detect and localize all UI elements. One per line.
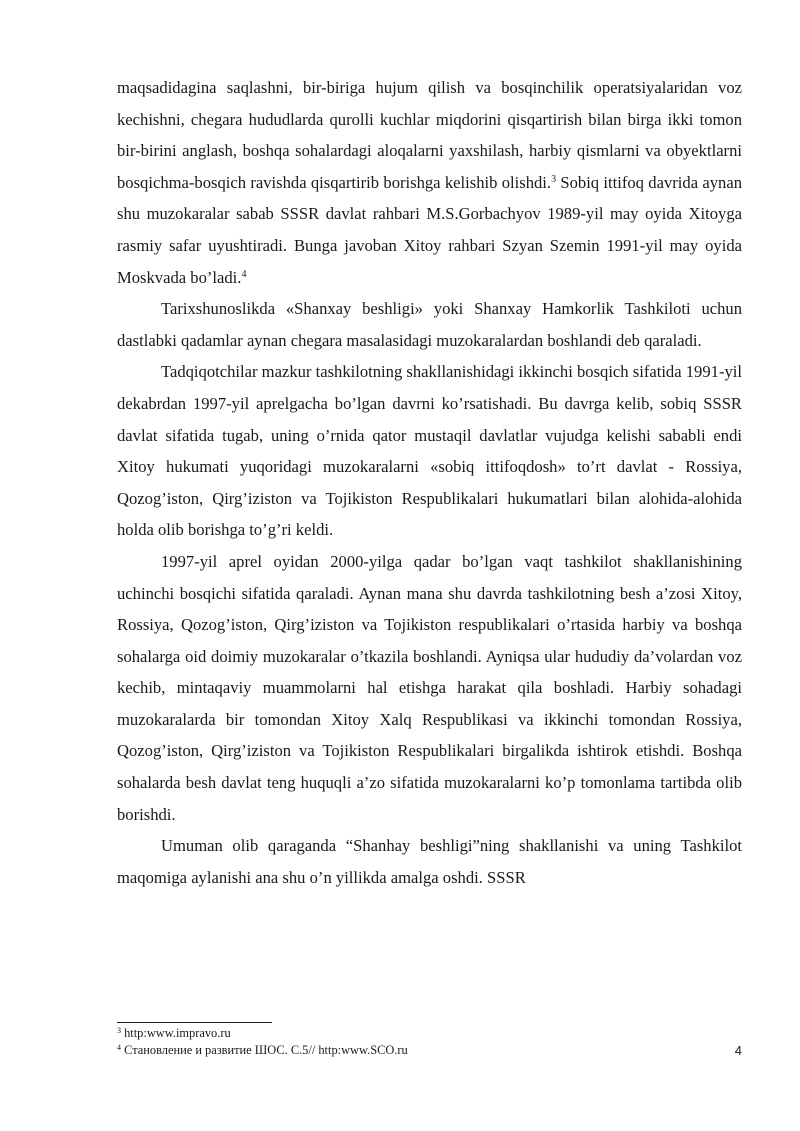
paragraph-3: Tadqiqotchilar mazkur tashkilotning shakllanishidagi ikkinchi bosqich sifatida 1991-yil dekabrdan 1997-yil aprelgacha bo’lgan davrni ko’rsatishadi. Bu davrga kelib, sobiq SSSR davlat sifatida tugab, uning o’rnida qator mustaqil davlatlar vujudga kelishi sababli endi Xitoy hukumati yuqoridagi muzokaralarni «sobiq ittifoqdosh» to’rt davlat - Rossiya, Qozog’iston, Qirg’iziston va Tojikiston Respublikalari hukumatlari bilan alohida-alohida holda olib borishga to’g’ri keldi. <box>117 362 742 540</box>
footnotes <box>117 1025 742 1059</box>
footnote-ref-4[interactable]: 4 <box>241 268 247 280</box>
footnote-4-mark: 4 <box>117 1043 121 1052</box>
footnote-3-text: http:www.impravo.ru <box>121 1026 231 1040</box>
paragraph-1-text-a: maqsadidagina saqlashni, bir-biriga hujum qilish va bosqinchilik operatsiyalaridan voz kechishni, chegara hududlarda qurolli kuchlar miqdorini qisqartirish bilan birga ikki tomon bir-birini anglash, boshqa sohalardagi aloqalarni yaxshilash, harbiy qismlarni va obyektlarni bosqichma-bosqich ravishda qisqartirib borishga kelishib olishdi. <box>117 78 742 192</box>
paragraph-1-text-b: Sobiq ittifoq davrida aynan shu muzokaralar sabab SSSR davlat rahbari M.S.Gorbachyov 1989-yil may oyida Xitoyga rasmiy safar uyushtiradi. Bunga javoban Xitoy rahbari Szyan Szemin 1991-yil may oyida Moskvada bo’ladi. <box>117 172 742 287</box>
paragraph-1 <box>117 72 742 293</box>
paragraph-5: Umuman olib qaraganda “Shanhay beshligi”ning shakllanishi va uning Tashkilot maqomiga aylanishi ana shu o’n yillikda amalga oshdi. SSSR <box>117 836 742 887</box>
paragraph-2: Tarixshunoslikda «Shanxay beshligi» yoki Shanxay Hamkorlik Tashkiloti uchun dastlabki qadamlar aynan chegara masalasidagi muzokaralardan boshlandi deb qaraladi. <box>117 299 742 350</box>
body-text <box>117 72 742 893</box>
paragraph-4: 1997-yil aprel oyidan 2000-yilga qadar bo’lgan vaqt tashkilot shakllanishining uchinchi bosqichi sifatida qaraladi. Aynan mana shu davrda tashkilotning besh a’zosi Xitoy, Rossiya, Qozog’iston, Qirg’iziston va Tojikiston respublikalari o’rtasida harbiy va boshqa sohalarga oid doimiy muzokaralar o’tkazila boshlandi. Ayniqsa ular hududiy da’volardan voz kechib, mintaqaviy muammolarni hal etishga harakat qila boshladi. Harbiy sohadagi muzokaralarda bir tomondan Xitoy Xalq Respublikasi va ikkinchi tomondan Rossiya, Qozog’iston, Qirg’iziston va Tojikiston Respublikalari birgalikda ishtirok etishdi. Boshqa sohalarda besh davlat teng huquqli a’zo sifatida muzokaralarni ko’p tomonlama tartibda olib borishdi. <box>117 551 742 824</box>
footnote-3 <box>117 1025 742 1042</box>
footnote-separator <box>117 1022 272 1023</box>
footnote-4 <box>117 1042 742 1059</box>
footnote-4-text: Становление и развитие ШОС. С.5// http:www.SCO.ru <box>121 1043 408 1057</box>
footnote-3-mark: 3 <box>117 1026 121 1035</box>
footnote-ref-3[interactable]: 3 <box>551 173 557 185</box>
page-number: 4 <box>734 1043 742 1058</box>
